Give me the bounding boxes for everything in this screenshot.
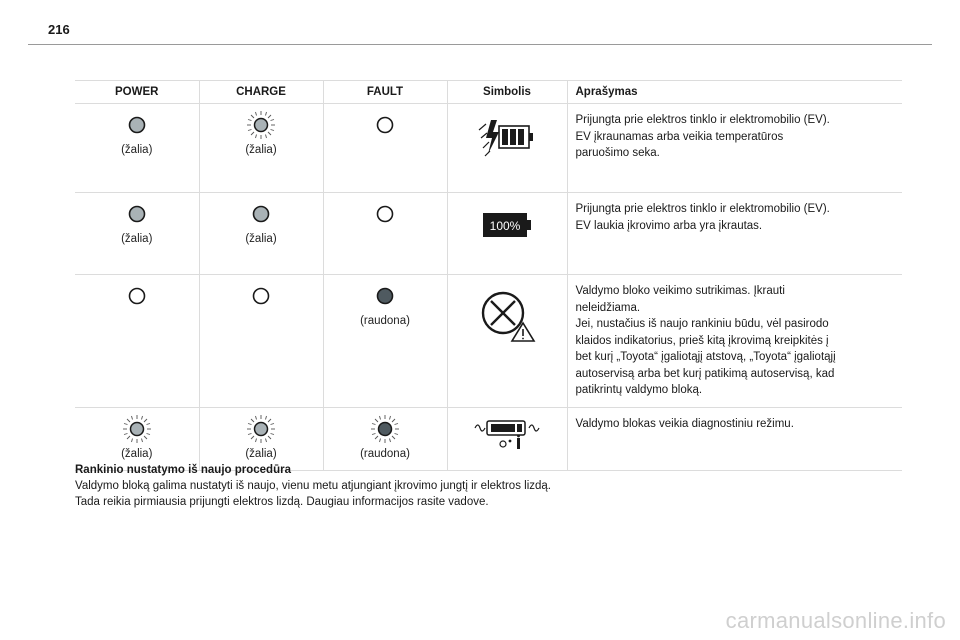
- reset-procedure-note: [75, 462, 905, 510]
- charge-cell: [199, 407, 323, 470]
- description-line: Valdymo blokas veikia diagnostiniu režimu.: [575, 417, 794, 430]
- description-line: Jei, nustačius iš naujo rankiniu būdu, vėl pasirodo: [575, 318, 829, 330]
- table-row: [75, 193, 902, 275]
- description-cell: [567, 275, 902, 408]
- description-line: neleidžiama.: [575, 301, 641, 314]
- description-cell: [567, 193, 902, 275]
- description-line: bet kurį „Toyota“ įgaliotąjį atstovą, „Toyota“ įgaliotąjį: [575, 351, 836, 363]
- description-cell: [567, 104, 902, 193]
- description-line: paruošimo seka.: [575, 147, 660, 159]
- header-symbol: Simbolis: [447, 81, 567, 104]
- battery-percent-text: 100%: [489, 219, 521, 233]
- power-led-label: (žalia): [121, 233, 153, 245]
- fault-led-blinking-icon: [370, 414, 400, 444]
- power-cell: [75, 193, 199, 275]
- table-row: [75, 275, 902, 408]
- description-line: Prijungta prie elektros tinklo ir elektromobilio (EV).: [575, 114, 830, 126]
- charge-led-label: (žalia): [245, 144, 277, 156]
- description-line: Prijungta prie elektros tinklo ir elektromobilio (EV).: [575, 203, 830, 215]
- charge-led-blinking-icon: [246, 414, 276, 444]
- power-cell: [75, 104, 199, 193]
- fault-led-off-icon: [376, 205, 394, 223]
- power-led-green-icon: [128, 116, 146, 134]
- note-line: Tada reikia pirmiausia prijungti elektros lizdą. Daugiau informacijos rasite vadove.: [75, 496, 489, 508]
- charge-led-green-icon: [252, 205, 270, 223]
- charge-led-label: (žalia): [245, 233, 277, 245]
- power-led-label: (žalia): [121, 447, 153, 460]
- power-cell: [75, 407, 199, 470]
- battery-charging-icon: [477, 114, 537, 160]
- fault-led-label: (raudona): [360, 447, 410, 460]
- charge-cell: [199, 104, 323, 193]
- description-line: Valdymo bloko veikimo sutrikimas. Įkrauti: [575, 285, 785, 297]
- power-led-green-icon: [128, 205, 146, 223]
- power-cell: [75, 275, 199, 408]
- fault-warning-icon: [477, 285, 537, 347]
- description-line: patikrintų valdymo bloką.: [575, 384, 703, 396]
- description-line: klaidos indikatorius, prieš kitą įkrovimą kreipkitės į: [575, 334, 829, 347]
- charge-cell: [199, 275, 323, 408]
- table-row: [75, 104, 902, 193]
- charge-led-blinking-icon: [246, 110, 276, 140]
- fault-cell: [323, 407, 447, 470]
- description-line: autoservisą arba bet kurį patikimą autoservisą, kad: [575, 367, 835, 380]
- indicator-table: [75, 80, 902, 471]
- power-led-blinking-icon: [122, 414, 152, 444]
- page-number: 216: [48, 22, 70, 37]
- diagnostic-mode-icon: [473, 418, 541, 452]
- header-charge: CHARGE: [199, 81, 323, 104]
- description-cell: [567, 407, 902, 470]
- note-title: Rankinio nustatymo iš naujo procedūra: [75, 464, 291, 476]
- charge-led-off-icon: [252, 287, 270, 305]
- symbol-cell: [447, 275, 567, 408]
- header-power: POWER: [75, 81, 199, 104]
- description-line: EV laukia įkrovimo arba yra įkrautas.: [575, 219, 763, 232]
- fault-cell: [323, 275, 447, 408]
- description-line: EV įkraunamas arba veikia temperatūros: [575, 130, 784, 143]
- table-row: [75, 407, 902, 470]
- fault-led-label: (raudona): [360, 315, 410, 327]
- header-description: Aprašymas: [567, 81, 902, 104]
- fault-cell: [323, 193, 447, 275]
- symbol-cell: [447, 104, 567, 193]
- charge-led-label: (žalia): [245, 447, 277, 460]
- power-led-label: (žalia): [121, 144, 153, 156]
- table-header-row: [75, 81, 902, 104]
- battery-full-icon: [477, 203, 537, 249]
- symbol-cell: [447, 407, 567, 470]
- charge-cell: [199, 193, 323, 275]
- note-line: Valdymo bloką galima nustatyti iš naujo, vienu metu atjungiant įkrovimo jungtį ir elektros lizdą.: [75, 480, 551, 492]
- header-rule: [28, 44, 932, 45]
- power-led-off-icon: [128, 287, 146, 305]
- fault-cell: [323, 104, 447, 193]
- watermark: carmanualsonline.info: [725, 608, 946, 633]
- fault-led-red-icon: [376, 287, 394, 305]
- symbol-cell: [447, 193, 567, 275]
- fault-led-off-icon: [376, 116, 394, 134]
- header-fault: FAULT: [323, 81, 447, 104]
